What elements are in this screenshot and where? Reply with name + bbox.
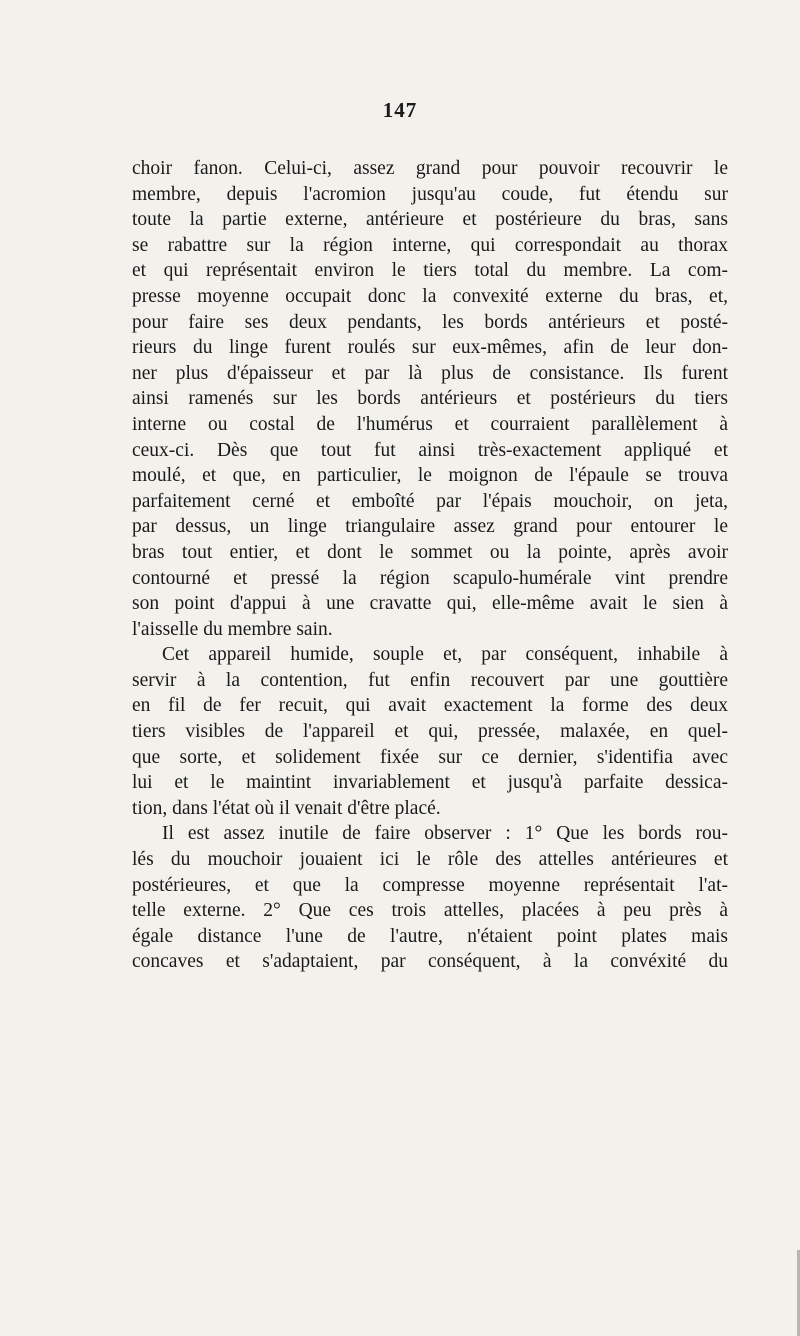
text-line: en fil de fer recuit, qui avait exactement la forme des deux — [132, 695, 728, 717]
text-line: contourné et pressé la région scapulo-humérale vint prendre — [132, 567, 728, 589]
text-line: membre, depuis l'acromion jusqu'au coude, fut étendu sur — [132, 183, 728, 205]
text-line: par dessus, un linge triangulaire assez grand pour entourer le — [132, 516, 728, 538]
text-line: rieurs du linge furent roulés sur eux-mêmes, afin de leur don- — [132, 337, 728, 359]
text-line: pour faire ses deux pendants, les bords antérieurs et posté- — [132, 311, 728, 333]
text-line: tiers visibles de l'appareil et qui, pressée, malaxée, en quel- — [132, 721, 728, 743]
page-number: 147 — [382, 98, 418, 122]
text-line: parfaitement cerné et emboîté par l'épais mouchoir, on jeta, — [132, 490, 728, 512]
text-line: que sorte, et solidement fixée sur ce dernier, s'identifia avec — [132, 746, 728, 768]
text-line: moulé, et que, en particulier, le moignon de l'épaule se trouva — [132, 465, 728, 487]
text-line: se rabattre sur la région interne, qui correspondait au thorax — [132, 234, 728, 256]
text-line: ner plus d'épaisseur et par là plus de consistance. Ils furent — [132, 362, 728, 384]
text-line: interne ou costal de l'humérus et courraient parallèlement à — [132, 413, 728, 435]
text-line: presse moyenne occupait donc la convexité externe du bras, et, — [132, 285, 728, 307]
text-line: ceux-ci. Dès que tout fut ainsi très-exactement appliqué et — [132, 439, 728, 461]
text-line: choir fanon. Celui-ci, assez grand pour pouvoir recouvrir le — [132, 158, 728, 179]
text-line: Il est assez inutile de faire observer : 1° Que les bords rou- — [162, 823, 728, 845]
text-line: toute la partie externe, antérieure et postérieure du bras, sans — [132, 209, 728, 231]
text-line: lui et le maintint invariablement et jusqu'à parfaite dessica- — [132, 772, 728, 794]
text-line: telle externe. 2° Que ces trois attelles, placées à peu près à — [132, 900, 728, 922]
text-line: l'aisselle du membre sain. — [132, 618, 333, 640]
text-line: servir à la contention, fut enfin recouvert par une gouttière — [132, 669, 728, 691]
text-line: tion, dans l'état où il venait d'être placé. — [132, 797, 441, 819]
text-line: son point d'appui à une cravatte qui, elle-même avait le sien à — [132, 593, 728, 615]
text-line: concaves et s'adaptaient, par conséquent, à la convéxité du — [132, 951, 728, 973]
text-line: postérieures, et que la compresse moyenne représentait l'at- — [132, 874, 728, 896]
text-line: lés du mouchoir jouaient ici le rôle des attelles antérieures et — [132, 849, 728, 871]
text-line: égale distance l'une de l'autre, n'étaient point plates mais — [132, 925, 728, 947]
text-line: bras tout entier, et dont le sommet ou la pointe, après avoir — [132, 541, 728, 563]
text-line: et qui représentait environ le tiers total du membre. La com- — [132, 260, 728, 282]
text-line: ainsi ramenés sur les bords antérieurs et postérieurs du tiers — [132, 388, 728, 410]
text-line: Cet appareil humide, souple et, par conséquent, inhabile à — [162, 644, 728, 666]
body-text — [132, 156, 728, 975]
